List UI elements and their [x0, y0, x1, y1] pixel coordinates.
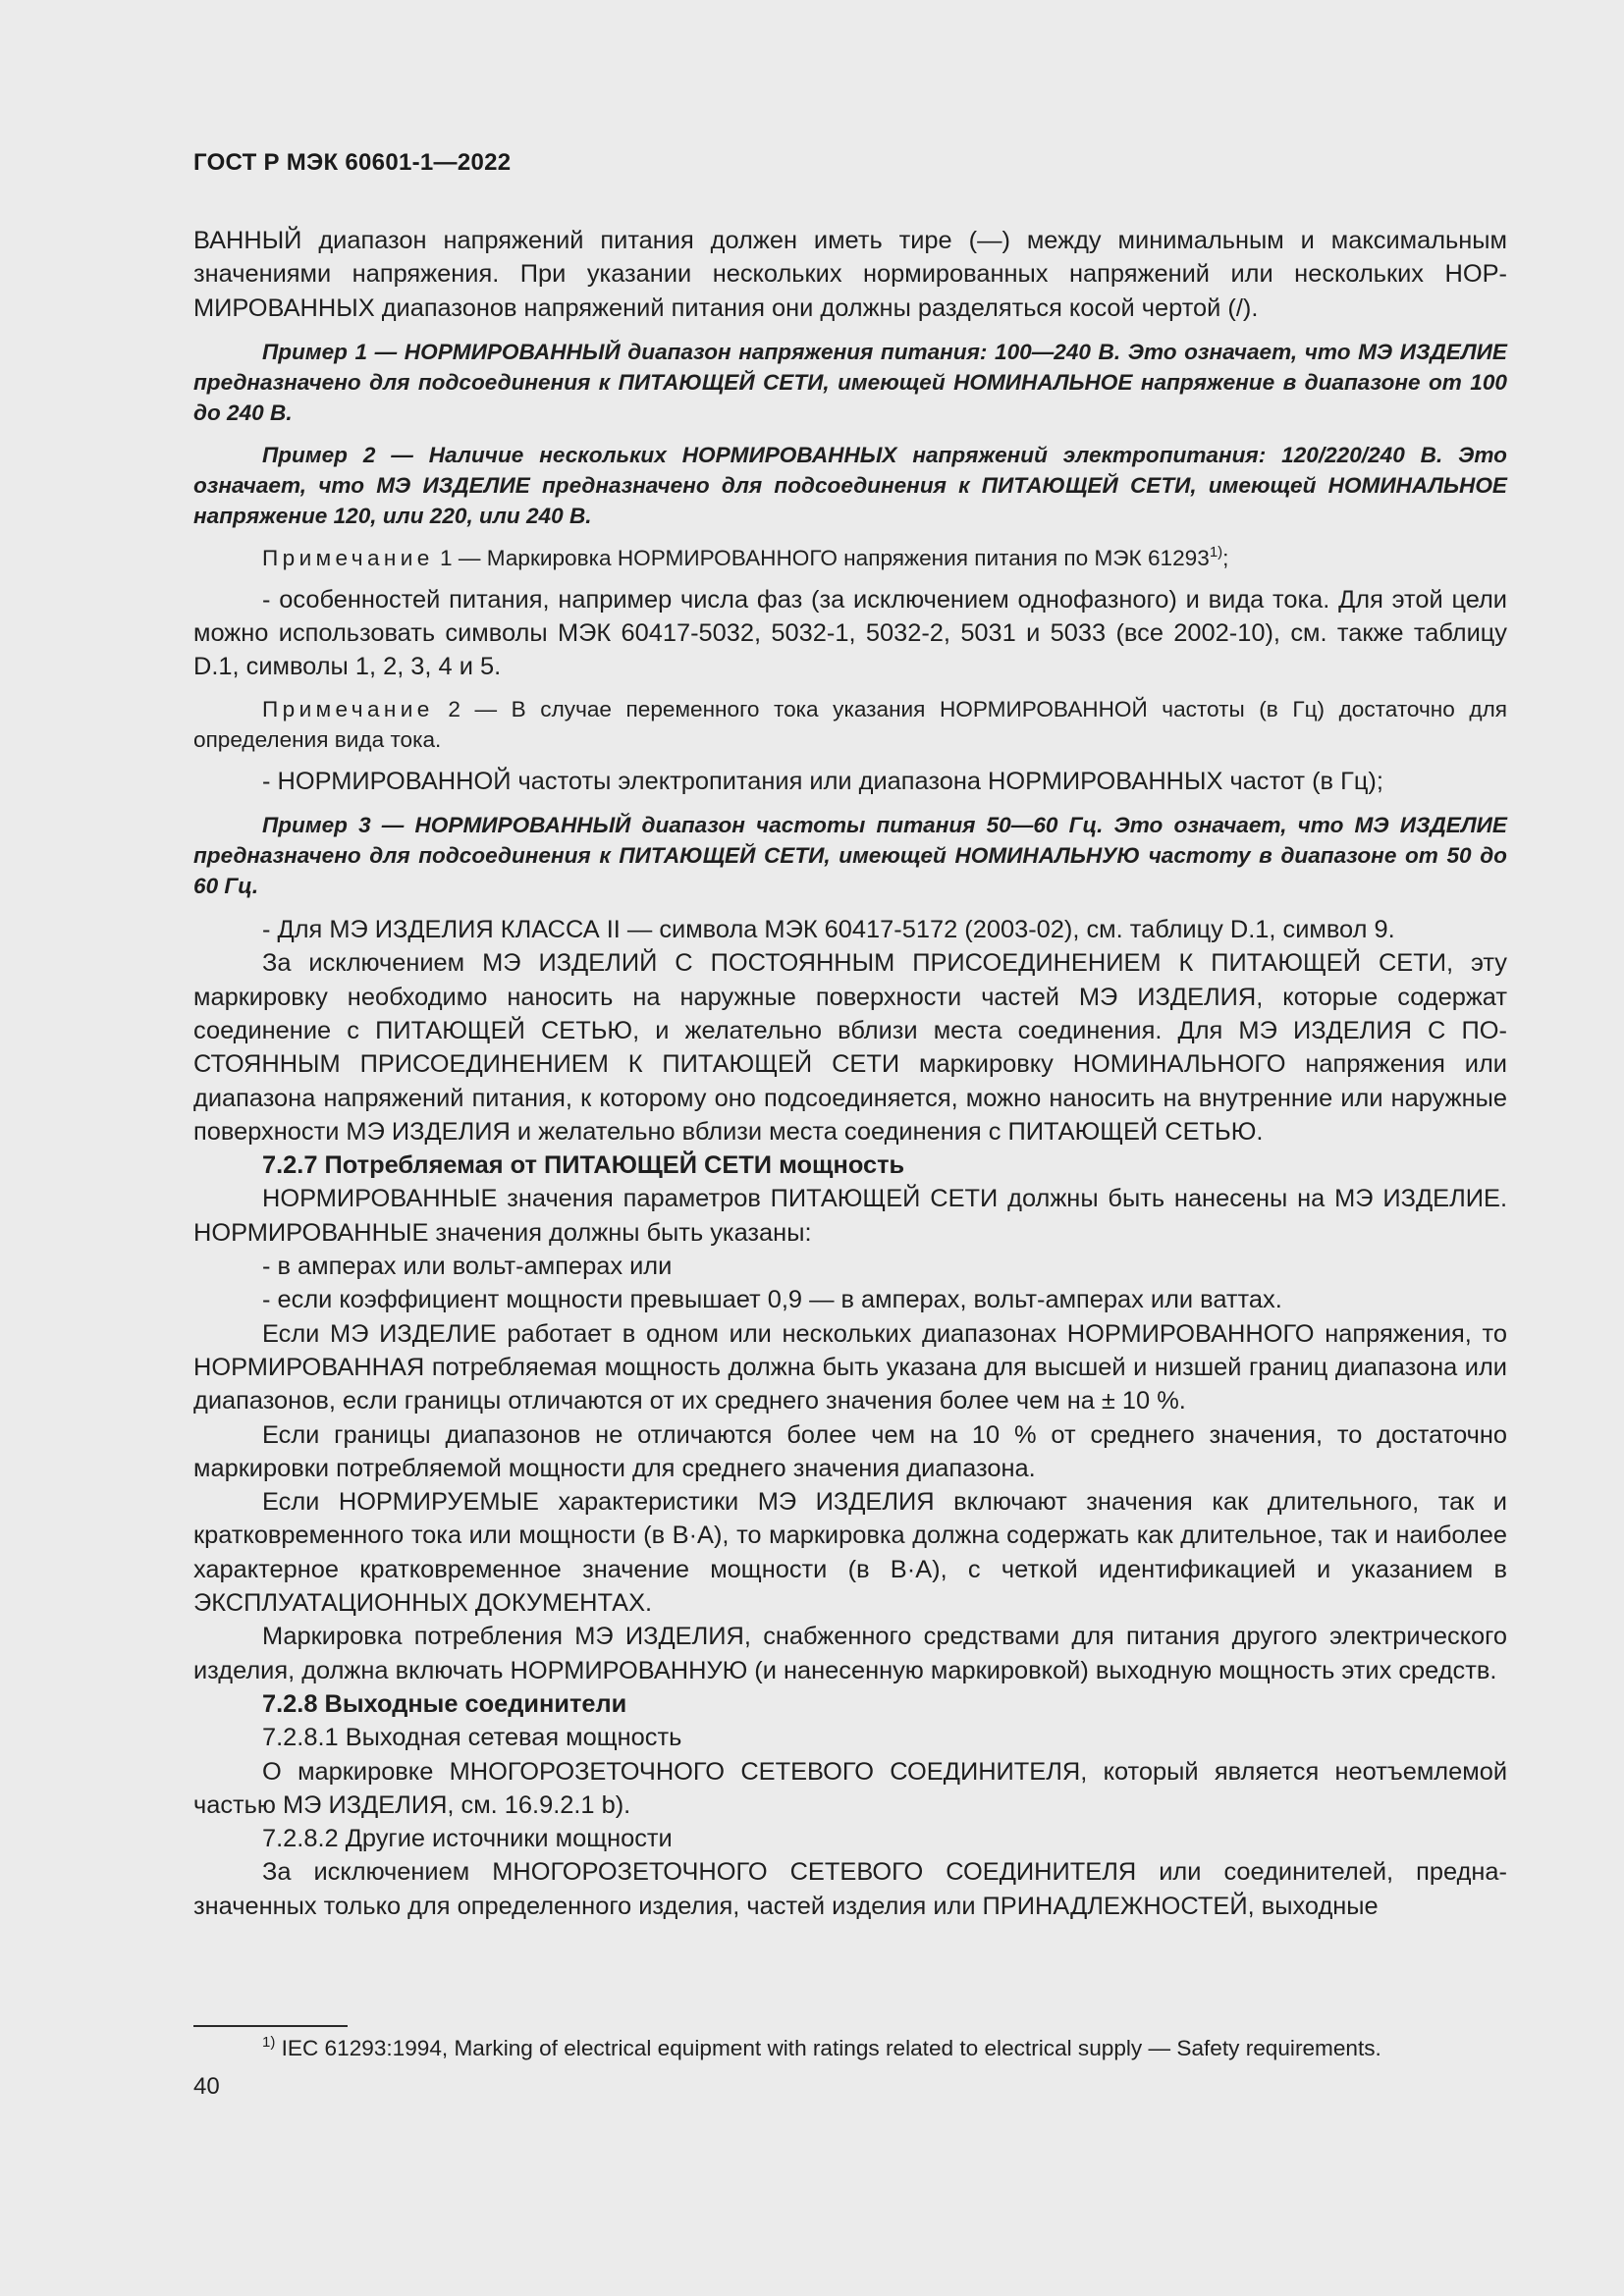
paragraph: За исключением МНОГОРОЗЕТОЧНОГО СЕТЕВОГО СОЕДИНИТЕЛЯ или соединителей, предназначенных только для определенного изделия, частей изделия или ПРИНАДЛЕЖНОСТЕЙ, выходные — [193, 1858, 1507, 1920]
note-text: 2 — В случае переменного тока указания НОРМИРОВАННОЙ частоты (в Гц) достаточно для определения вида тока. — [193, 696, 1507, 752]
footnote-text: IEC 61293:1994, Marking of electrical equipment with ratings related to electrical supply — Safety requirements. — [275, 2036, 1381, 2060]
paragraph: За исключением МЭ ИЗДЕЛИЙ С ПОСТОЯННЫМ ПРИСОЕДИНЕНИЕМ К ПИТАЮЩЕЙ СЕТИ, эту маркировку необходимо наносить на наружные поверхности частей МЭ ИЗДЕЛИЯ, которые содержат соединение с ПИТАЮЩЕЙ СЕТЬЮ, и желательно вблизи места соединения. Для МЭ ИЗДЕЛИЯ С ПОСТОЯННЫМ ПРИСОЕДИНЕНИЕМ К ПИТАЮЩЕЙ СЕТИ маркировку НОМИНАЛЬНОГО напряжения или диапазона напряжений питания, к которому оно подсоединяется, можно наносить на внутренние или наружные поверхности МЭ ИЗДЕЛИЯ и желательно вблизи места соединения с ПИТАЮЩЕЙ СЕТЬЮ. — [193, 949, 1507, 1146]
note-2 — [193, 694, 1507, 755]
subsection-heading-7-2-8-1: 7.2.8.1 Выходная сетевая мощность — [262, 1724, 682, 1752]
note-1 — [193, 543, 1507, 573]
list-item: - в амперах или вольт-амперах или — [262, 1253, 673, 1281]
note-text: 1 — Маркировка НОРМИРОВАННОГО напряжения питания по МЭК 61293 — [433, 545, 1210, 570]
note-label: Примечание — [262, 545, 434, 570]
page-number: 40 — [193, 2073, 220, 2100]
footnote-ref[interactable]: 1) — [1209, 543, 1223, 561]
footnote-divider — [193, 2025, 348, 2027]
section-heading-7-2-8: 7.2.8 Выходные соединители — [262, 1689, 627, 1718]
section-heading-7-2-7: 7.2.7 Потребляемая от ПИТАЮЩЕЙ СЕТИ мощность — [262, 1151, 905, 1180]
paragraph: ВАННЫЙ диапазон напряжений питания должен иметь тире (—) между минимальным и максимальным значениями напряжения. При указании нескольких нормированных напряжений или нескольких НОРМИРОВАННЫХ диапазонов напряжений питания они должны разделяться косой чертой (/). — [193, 227, 1507, 322]
subsection-heading-7-2-8-2: 7.2.8.2 Другие источники мощности — [262, 1825, 673, 1853]
note-label: Примечание — [262, 696, 434, 721]
paragraph: НОРМИРОВАННЫЕ значения параметров ПИТАЮЩЕЙ СЕТИ должны быть нанесены на МЭ ИЗДЕЛИЕ. НОРМИРОВАННЫЕ значения должны быть указаны: — [193, 1185, 1507, 1247]
footnote-marker: 1) — [262, 2034, 276, 2051]
example-1: Пример 1 — НОРМИРОВАННЫЙ диапазон напряжения питания: 100—240 В. Это означает, что МЭ ИЗДЕЛИЕ предназначено для подсоединения к ПИТАЮЩЕЙ СЕТИ, имеющей НОМИНАЛЬНОЕ напряжение в диапазоне от 100 до 240 В. — [193, 339, 1507, 425]
paragraph: О маркировке МНОГОРОЗЕТОЧНОГО СЕТЕВОГО СОЕДИНИТЕЛЯ, который является неотъемлемой частью МЭ ИЗДЕЛИЯ, см. 16.9.2.1 b). — [193, 1757, 1507, 1819]
paragraph: Если МЭ ИЗДЕЛИЕ работает в одном или нескольких диапазонах НОРМИРОВАННОГО напряжения, то НОРМИРОВАННАЯ потребляемая мощность должна быть указана для высшей и низшей границ диапазона или диапазонов, если границы отличаются от их среднего значения более чем на ± 10 %. — [193, 1319, 1507, 1415]
example-2: Пример 2 — Наличие нескольких НОРМИРОВАННЫХ напряжений электропитания: 120/220/240 В. Это означает, что МЭ ИЗДЕЛИЕ предназначено для подсоединения к ПИТАЮЩЕЙ СЕТИ, имеющей НОМИНАЛЬНОЕ напряжение 120, или 220, или 240 В. — [193, 442, 1507, 528]
list-item: - Для МЭ ИЗДЕЛИЯ КЛАССА II — символа МЭК 60417-5172 (2003-02), см. таблицу D.1, символ 9. — [262, 916, 1395, 944]
list-item: - особенностей питания, например числа фаз (за исключением однофазного) и вида тока. Для этой цели можно использовать символы МЭК 60417-5032, 5032-1, 5032-2, 5031 и 5033 (все 2002-10), см. также таблицу D.1, символы 1, 2, 3, 4 и 5. — [193, 585, 1507, 681]
list-item: - НОРМИРОВАННОЙ частоты электропитания или диапазона НОРМИРОВАННЫХ частот (в Гц); — [262, 767, 1383, 795]
example-3: Пример 3 — НОРМИРОВАННЫЙ диапазон частоты питания 50—60 Гц. Это означает, что МЭ ИЗДЕЛИЕ предназначено для подсоединения к ПИТАЮЩЕЙ СЕТИ, имеющей НОМИНАЛЬНУЮ частоту в диапазоне от 50 до 60 Гц. — [193, 813, 1507, 899]
footnote — [193, 2034, 1507, 2063]
paragraph: Если НОРМИРУЕМЫЕ характеристики МЭ ИЗДЕЛИЯ включают значения как длительного, так и кратковременного тока или мощности (в В·А), то маркировка должна содержать как длительное, так и наиболее характерное кратковременное значение мощности (в В·А), с четкой идентификацией и указанием в ЭКСПЛУАТАЦИОННЫХ ДОКУМЕНТАХ. — [193, 1488, 1507, 1618]
list-item: - если коэффициент мощности превышает 0,9 — в амперах, вольт-амперах или ваттах. — [262, 1286, 1282, 1314]
document-header: ГОСТ Р МЭК 60601-1—2022 — [193, 149, 512, 176]
note-end: ; — [1222, 545, 1229, 570]
paragraph: Маркировка потребления МЭ ИЗДЕЛИЯ, снабженного средствами для питания другого электрического изделия, должна включать НОРМИРОВАННУЮ (и нанесенную маркировкой) выходную мощность этих средств. — [193, 1623, 1507, 1684]
paragraph: Если границы диапазонов не отличаются более чем на 10 % от среднего значения, то достаточно маркировки потребляемой мощности для среднего значения диапазона. — [193, 1420, 1507, 1482]
body-text — [193, 224, 1507, 1923]
